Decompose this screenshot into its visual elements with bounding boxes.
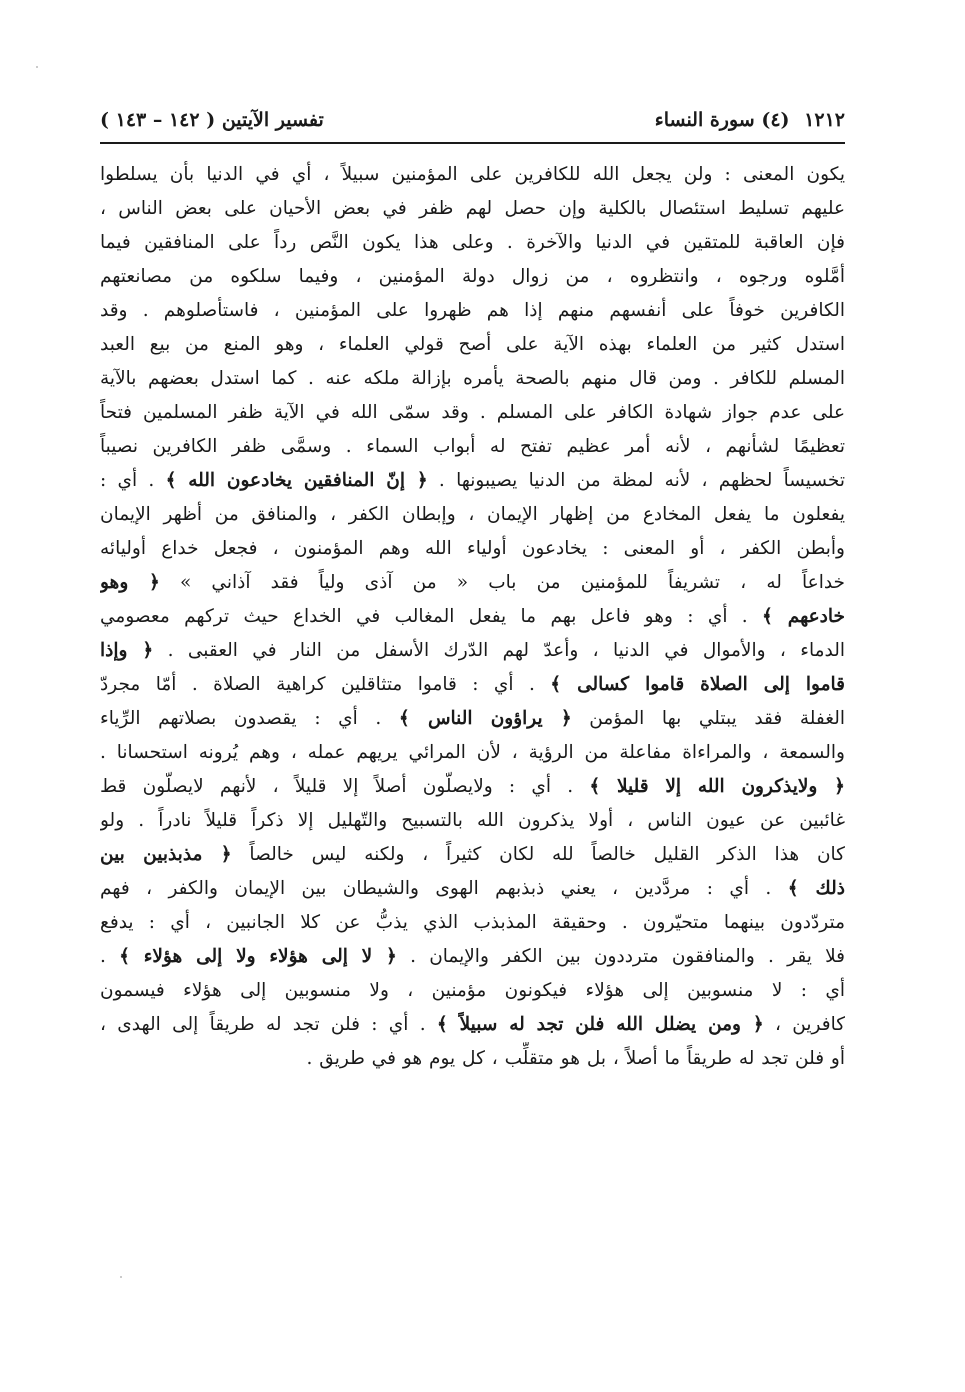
text-line: يكون المعنى : ولن يجعل الله للكافرين على المؤمنين سبيلاً ، أي في الدنيا بأن يسلطوا [100,164,845,185]
text-line: على عدم جواز شهادة الكافر على المسلم . وقد سمّى الله في الآية ظفر المسلمين فتحاً [100,402,845,423]
text-line: فلا يقر . والمنافقون مترددون بين الكفر والإيمان . ﴿ لا إلى هؤلاء ولا إلى هؤلاء ﴾ . [100,946,845,967]
section-title: تفسير الآيتين ( ١٤٢ – ١٤٣ ) [100,109,324,131]
text-line: كان هذا الذكر القليل خالصاً لله لكان كثيراً ، ولكنه ليس خالصاً ﴿ مذبذبين بين [100,844,845,865]
text-line: ﴿ ولايذكرون الله إلا قليلا ﴾ . أي : ولايصلّون أصلاً إلا قليلاً ، لأنهم لايصلّون قط [100,776,845,797]
text-line: وأبطن الكفر ، أو المعنى : يخادعون أولياء الله وهم المؤمنون ، فجعل خداع أوليائه [100,538,845,559]
header-rule [100,142,845,144]
text-line: والسمعة ، والمراءاة مفاعلة من الرؤية ، لأن المرائي يريهم عمله ، وهم يُرونه استحسانا . [100,742,845,763]
text-line: قاموا إلى الصلاة قاموا كسالى ﴾ . أي : قاموا متثاقلين كراهية الصلاة . أمّا مجردّ [100,674,845,695]
text-line: خداعاً له ، تشريفاً للمؤمنين من باب « من آذى ولياً فقد آذاني » ﴿ وهو [100,572,845,593]
text-line: متردّدون بينهما متحيّرون . وحقيقة المذبذب الذي يذبُّ عن كلا الجانبين ، أي : يدفع [100,912,845,933]
text-line: استدل كثير من العلماء بهذه الآية على أصح قولي العلماء ، وهو المنع من بيع العبد [100,334,845,355]
text-line: الكافرين خوفاً على أنفسهم منهم إذا هم ظهروا على المؤمنين ، فاستأصلوهم . وقد [100,300,845,321]
text-line: الدماء ، والأموال في الدنيا ، وأعدّ لهم الدّرك الأسفل من النار في العقبى . ﴿ وإذا [100,640,845,661]
text-line: أمَّلوه ورجوه ، وانتظروه ، من زوال دولة المؤمنين ، وفيما سلكوه من مصانعتهم [100,266,845,287]
page-header-right [655,102,845,138]
page-number: ١٢١٢ [804,109,845,131]
document-page [100,102,845,1076]
text-line: ذلك ﴾ . أي : مردَّدين ، يعني ذبذبهم الهوى والشيطان بين الإيمان والكفر ، فهم [100,878,845,899]
text-line: تخسيساً لحظهم ، لأنه لمظة من الدنيا يصيبونها . ﴿ إنّ المنافقين يخادعون الله ﴾ . أي : [100,470,845,491]
text-line: عليهم تسليط استئصال بالكلية وإن حصل لهم ظفر في بعض الأحيان على بعض الناس ، [100,198,845,219]
text-line: فإن العاقبة للمتقين في الدنيا والآخرة . وعلى هذا يكون النَّص رداً على المنافقين فيما [100,232,845,253]
text-line: غائبين عن عيون الناس ، أولا يذكرون الله بالتسبيح والتّهليل إلا ذكراً قليلاً نادراً . ولو [100,810,845,831]
text-line: الغفلة فقد يبتلي بها المؤمن ﴿ يراؤون الناس ﴾ . أي : يقصدون بصلاتهم الرِّياء [100,708,845,729]
chapter-title: (٤) سورة النساء [654,109,790,131]
text-line: أو فلن تجد له طريقاً ما أصلاً ، بل هو متقلِّب ، كل يوم هو في طريق . [306,1048,845,1069]
margin-speck [36,66,38,68]
text-line: تعظيمًا لشأنهم ، لأنه أمر عظيم تفتح له أبواب السماء . وسمَّى ظفر الكافرين نصيباً [100,436,845,457]
body-text [100,158,845,1076]
running-header [100,102,845,138]
text-line: كافرين ، ﴿ ومن يضلل الله فلن تجد له سبيلاً ﴾ . أي : فلن تجد له طريقاً إلى الهدى ، [100,1014,845,1035]
margin-speck [120,1276,122,1278]
text-line: المسلم للكافر . ومن قال منهم بالصحة يأمره بإزالة ملكه عنه . كما استدل بعضهم بالآية [100,368,845,389]
text-line: يفعلون ما يفعل المخادع من إظهار الإيمان ، وإبطان الكفر ، والمنافق من أظهر الإيمان [100,504,845,525]
text-line: أي : لا منسوبين إلى هؤلاء فيكونون مؤمنين ، ولا منسوبين إلى هؤلاء فيسمون [100,980,845,1001]
text-line: خادعهم ﴾ . أي : وهو فاعل بهم ما يفعل المغالب في الخداع حيث تركهم معصومي [100,606,845,627]
